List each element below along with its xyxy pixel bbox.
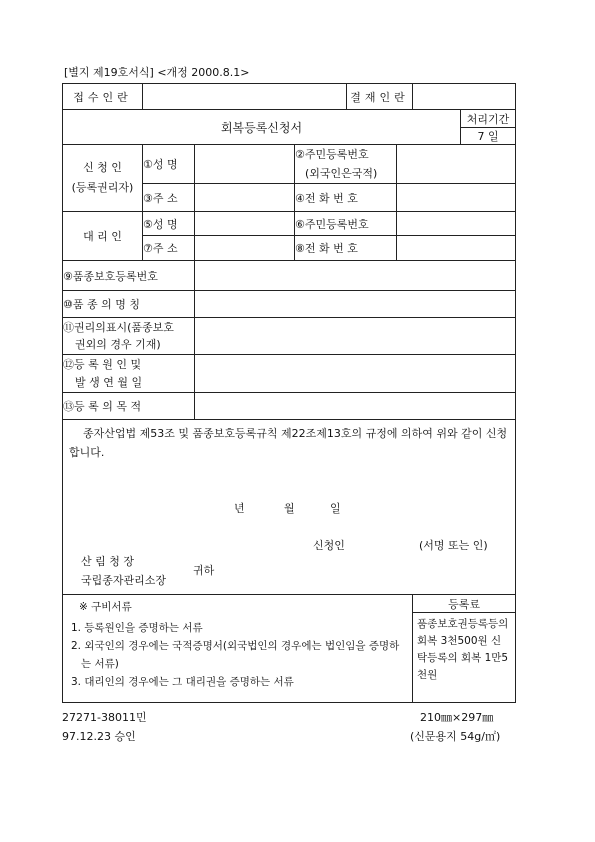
approval-date: 97.12.23 승인 [62, 730, 136, 743]
form-code: 27271-38011민 [62, 711, 147, 724]
application-statement: 종자산업법 제53조 및 품종보호등록규칙 제22조제13호의 규정에 의하여 위와 같이 신청합니다. [69, 427, 508, 459]
applicant-rrn-label [295, 145, 397, 184]
agent-address-field[interactable] [195, 236, 295, 261]
signature-placeholder[interactable]: (서명 또는 인) [419, 539, 488, 552]
applicant-phone-label: ④전 화 번 호 [295, 184, 397, 212]
approval-stamp-box[interactable] [413, 84, 516, 110]
applicant-rrn-text: ②주민등록번호 [295, 148, 369, 161]
application-statement-section [63, 420, 516, 595]
form-title: 회복등록신청서 [63, 110, 461, 145]
required-documents [63, 595, 413, 703]
form-number-header [64, 67, 250, 78]
applicant-sign-label: 신청인 [313, 539, 345, 552]
applicant-phone-field[interactable] [397, 184, 516, 212]
applicant-name-field[interactable] [195, 145, 295, 184]
date-year: 년 [234, 502, 245, 515]
date-day: 일 [330, 502, 341, 515]
addressee-seed-office: 국립종자관리소장 [81, 574, 167, 587]
date-month: 월 [284, 502, 295, 515]
fee-title: 등록료 [413, 595, 516, 613]
applicant-address-label: ③주 소 [143, 184, 195, 212]
applicant-label-main: 신 청 인 [83, 161, 122, 174]
agent-name-field[interactable] [195, 212, 295, 236]
agent-rrn-label: ⑥주민등록번호 [295, 212, 397, 236]
approval-label: 결재인란 [347, 84, 413, 110]
right-indication-label [63, 318, 195, 355]
paper-type: (신문용지 54g/㎡) [410, 730, 501, 743]
agent-rrn-field[interactable] [397, 212, 516, 236]
fee-text: 품종보호권등록등의 회복 3천500원 신탁등록의 회복 1만5천원 [417, 618, 509, 681]
required-document-item-1: 1. 등록원인을 증명하는 서류 [71, 622, 203, 634]
receipt-label: 접수인란 [63, 84, 143, 110]
addressee-honorific: 귀하 [193, 564, 215, 577]
registration-cause-field[interactable] [195, 355, 516, 393]
agent-phone-label: ⑧전 화 번 호 [295, 236, 397, 261]
registration-cause-label [63, 355, 195, 393]
registration-purpose-label: ⑬등 록 의 목 적 [63, 393, 195, 420]
application-form [62, 83, 516, 703]
processing-period-value: 7 일 [461, 128, 516, 145]
right-indication-field[interactable] [195, 318, 516, 355]
registration-purpose-field[interactable] [195, 393, 516, 420]
processing-period-label: 처리기간 [461, 110, 516, 128]
variety-reg-no-field[interactable] [195, 261, 516, 291]
required-document-item-2: 2. 외국인의 경우에는 국적증명서(외국법인의 경우에는 법인임을 증명하는 서류) [71, 640, 400, 670]
applicant-label [63, 145, 143, 212]
form-number: [별지 제19호서식] [64, 66, 154, 79]
fee-box [413, 613, 516, 703]
agent-address-label: ⑦주 소 [143, 236, 195, 261]
agent-name-label: ⑤성 명 [143, 212, 195, 236]
variety-reg-no-label: ⑨품종보호등록번호 [63, 261, 195, 291]
registration-cause-line1: ⑫등 록 원 인 및 [63, 357, 142, 371]
required-document-item-3: 3. 대리인의 경우에는 그 대리권을 증명하는 서류 [71, 676, 294, 688]
right-indication-line2: 권외의 경우 기재) [75, 338, 161, 351]
paper-size: 210㎜×297㎜ [420, 711, 494, 724]
required-documents-content [63, 595, 412, 691]
applicant-rrn-field[interactable] [397, 145, 516, 184]
applicant-name-label: ①성 명 [143, 145, 195, 184]
variety-name-label: ⑩품 종 의 명 칭 [63, 291, 195, 318]
registration-cause-line2: 발 생 연 월 일 [75, 375, 143, 389]
addressee-forestry-chief: 산 림 청 장 [81, 555, 134, 568]
applicant-nationality-text: (외국인은국적) [305, 167, 378, 180]
applicant-address-field[interactable] [195, 184, 295, 212]
applicant-label-sub: (등록권리자) [71, 181, 134, 194]
receipt-stamp-box[interactable] [143, 84, 347, 110]
variety-name-field[interactable] [195, 291, 516, 318]
agent-label: 대 리 인 [63, 212, 143, 261]
required-documents-title: ※ 구비서류 [79, 601, 132, 613]
revision-note: <개정 2000.8.1> [157, 66, 250, 79]
agent-phone-field[interactable] [397, 236, 516, 261]
right-indication-line1: ⑪권리의표시(품종보호 [63, 321, 174, 334]
